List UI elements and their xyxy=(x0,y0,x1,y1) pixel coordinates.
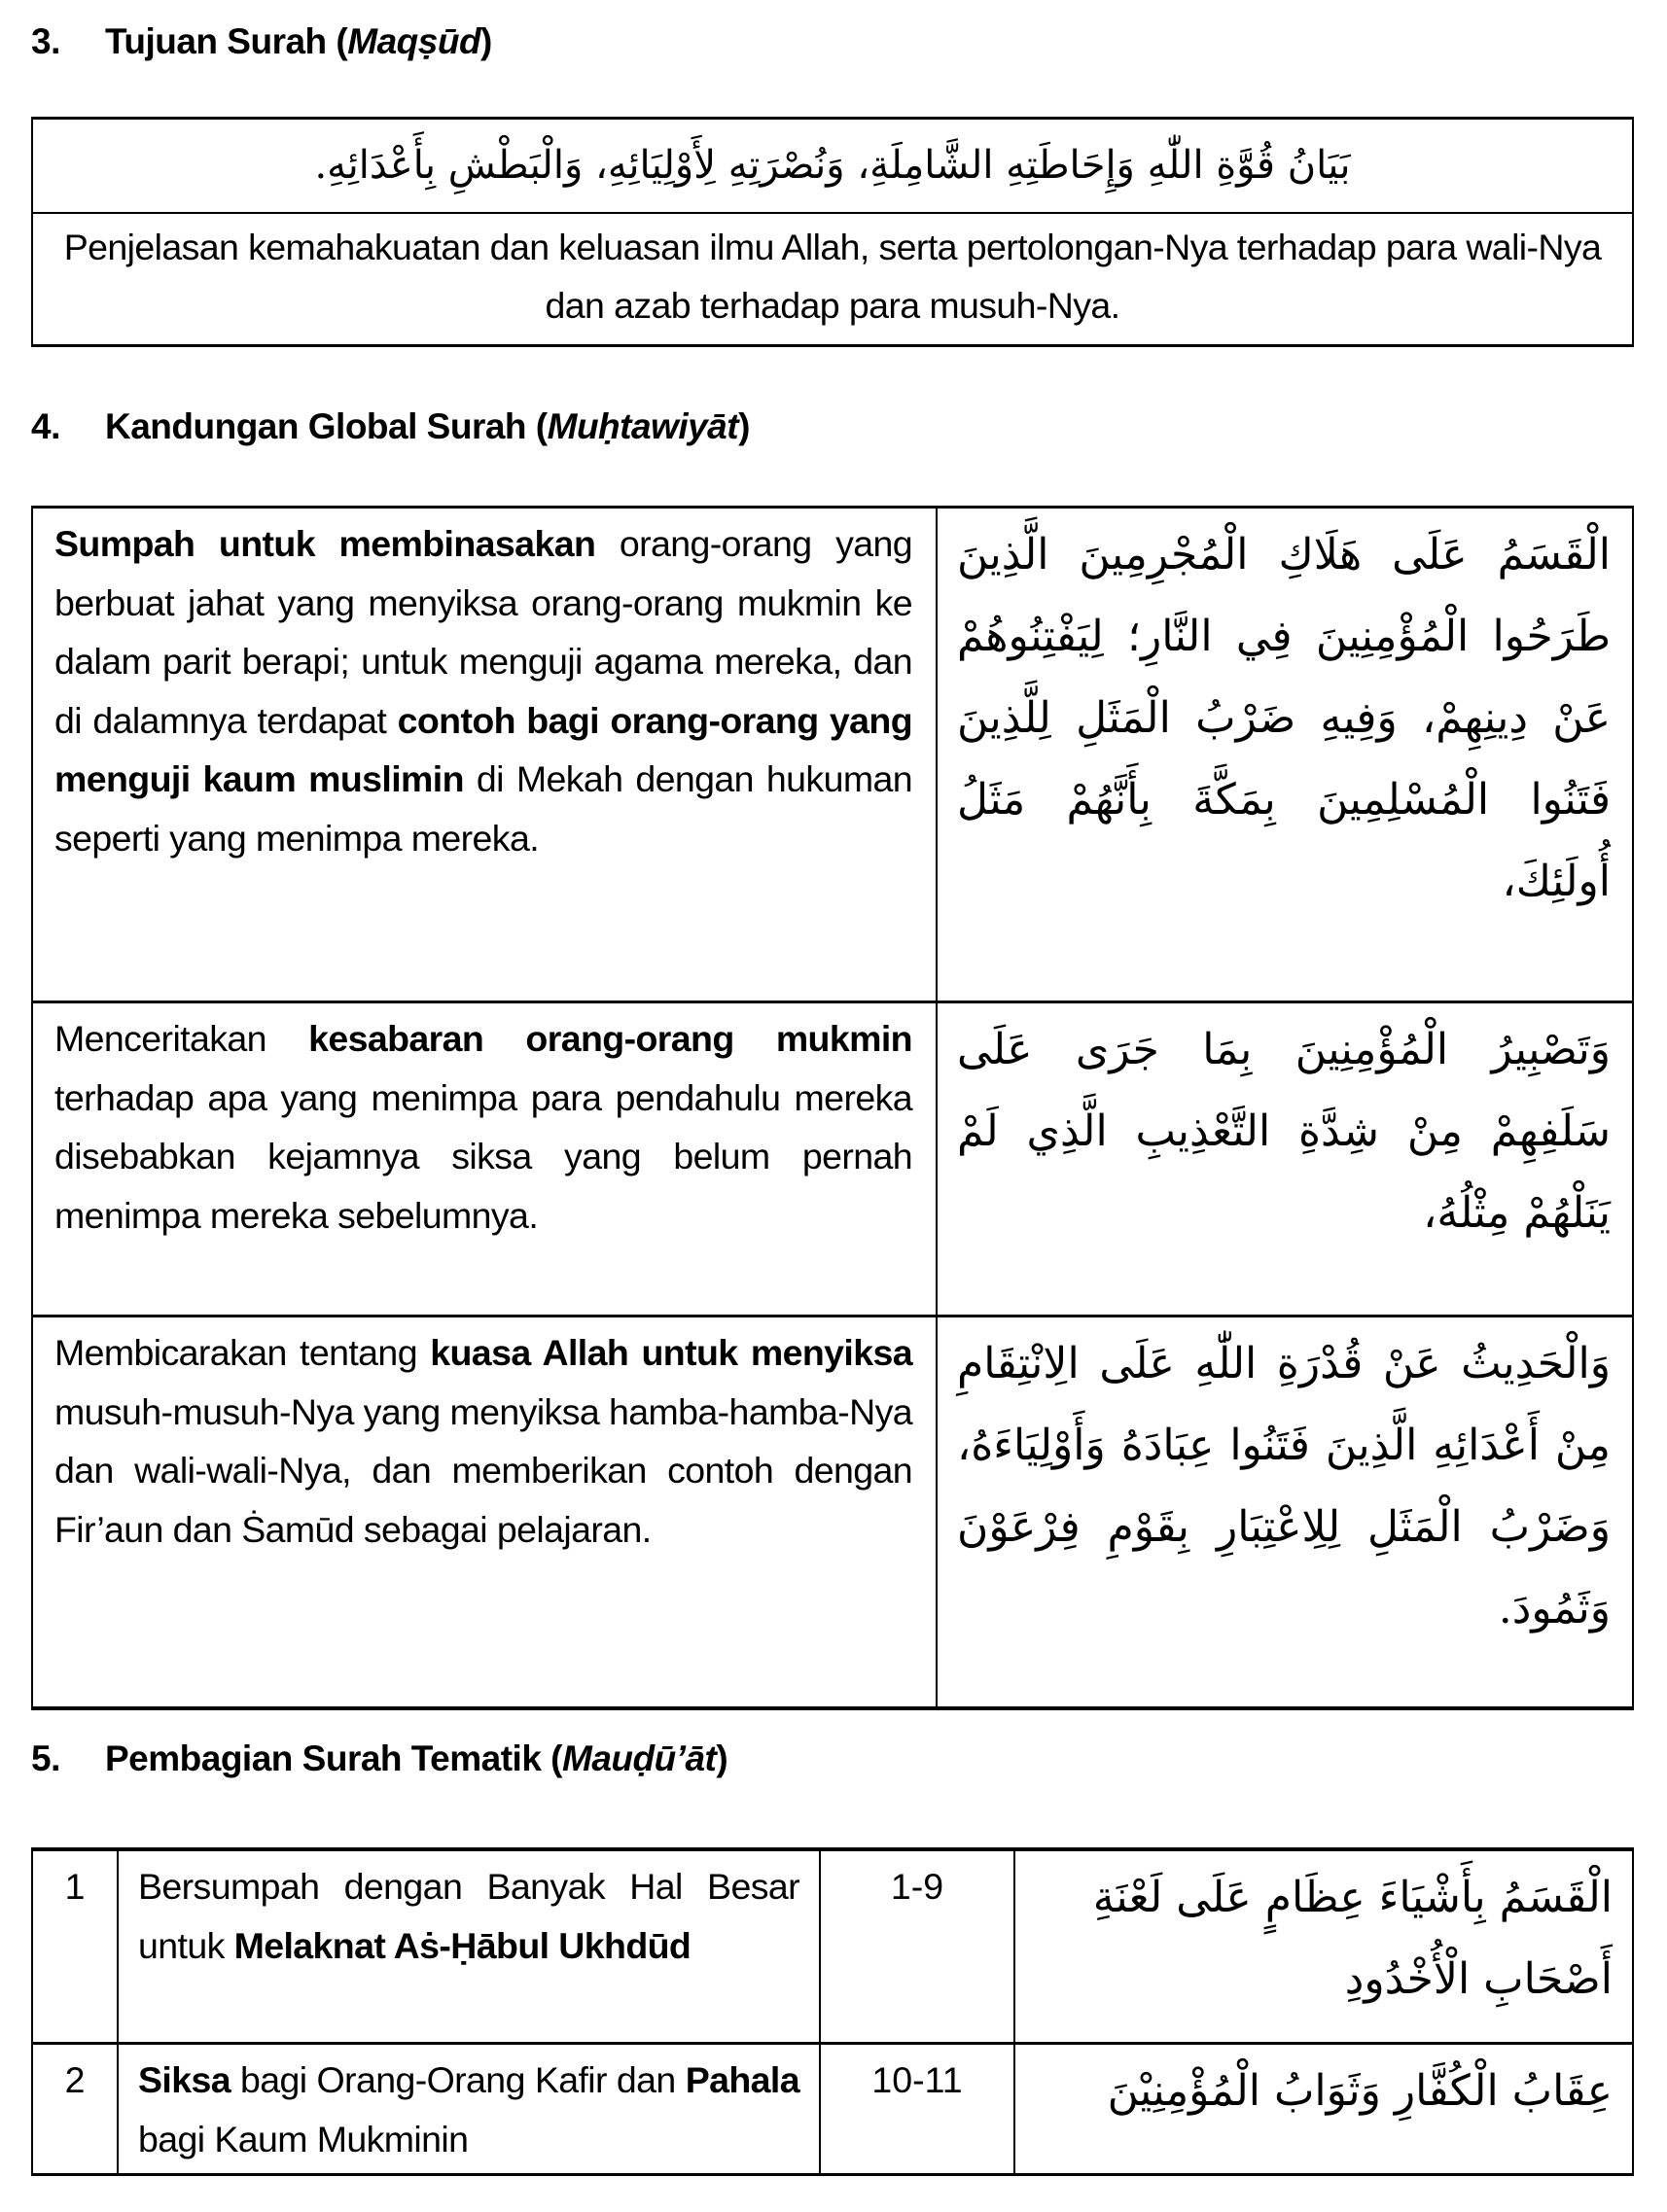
emphasis-text: Pahala xyxy=(685,2059,799,2100)
theme-title xyxy=(118,2044,820,2175)
content-description xyxy=(32,1317,937,1709)
section-title-term: Maqṣūd xyxy=(347,21,481,61)
table-row xyxy=(32,2044,1633,2175)
section-number: 5. xyxy=(31,1738,60,1778)
section-title: Tujuan Surah ( xyxy=(105,21,348,61)
section-title-term: Mauḍū’āt xyxy=(562,1738,717,1778)
theme-arabic: عِقَابُ الْكُفَّارِ وَثَوَابُ الْمُؤْمِنِيْنَ xyxy=(1014,2044,1633,2175)
section-number: 4. xyxy=(31,406,60,446)
ayat-range: 10-11 xyxy=(820,2044,1014,2175)
emphasis-text: kesabaran orang-orang mukmin xyxy=(308,1018,912,1059)
emphasis-text: contoh bagi orang-orang yang menguji kaum muslimin xyxy=(54,699,912,799)
maqsud-table xyxy=(31,117,1634,347)
ayat-range: 1-9 xyxy=(820,1849,1014,2044)
section-title-close: ) xyxy=(716,1738,728,1778)
body-text: Menceritakan xyxy=(54,1018,309,1059)
section-4-heading xyxy=(31,408,750,444)
muhtawiyat-table xyxy=(31,506,1634,1710)
table-row xyxy=(32,508,1633,1002)
body-text: musuh-musuh-Nya yang menyiksa hamba-hamba-Nya dan wali-wali-Nya, dan memberikan contoh dengan Fir’aun dan Ṡamūd sebagai pelajaran. xyxy=(54,1390,912,1550)
section-title-term: Muḥtawiyāt xyxy=(547,406,739,446)
body-text: Membicarakan tentang xyxy=(54,1332,431,1373)
body-text: bagi Kaum Mukminin xyxy=(138,2118,469,2159)
table-row xyxy=(32,1849,1633,2044)
content-description xyxy=(32,1002,937,1317)
maqsud-translation: Penjelasan kemahakuatan dan keluasan ilmu Allah, serta pertolongan-Nya terhadap para wali-Nya dan azab terhadap para musuh-Nya. xyxy=(32,213,1633,346)
body-text: terhadap apa yang menimpa para pendahulu mereka disebabkan kejamnya siksa yang belum pernah menimpa mereka sebelumnya. xyxy=(54,1076,912,1236)
emphasis-text: Melaknat Aṡ-Ḥābul Ukhdūd xyxy=(233,1924,692,1966)
maudhuat-table xyxy=(31,1847,1634,2176)
maqsud-arabic: بَيَانُ قُوَّةِ اللّٰهِ وَإِحَاطَتِهِ الشَّامِلَةِ، وَنُصْرَتِهِ لِأَوْلِيَائِهِ، وَالْبَطْشِ بِأَعْدَائِهِ. xyxy=(32,119,1633,214)
content-arabic: وَتَصْبِيرُ الْمُؤْمِنِينَ بِمَا جَرَى عَلَى سَلَفِهِمْ مِنْ شِدَّةِ التَّعْذِيبِ الَّذِي لَمْ يَنَلْهُمْ مِثْلُهُ، xyxy=(937,1002,1633,1317)
emphasis-text: Siksa xyxy=(138,2059,231,2100)
section-title-close: ) xyxy=(480,21,492,61)
body-text: di Mekah dengan hukuman seperti yang menimpa mereka. xyxy=(54,758,912,859)
section-5-heading xyxy=(31,1740,727,1776)
content-description xyxy=(32,508,937,1002)
table-row xyxy=(32,213,1633,346)
theme-arabic: الْقَسَمُ بِأَشْيَاءَ عِظَامٍ عَلَى لَعْنَةِ أَصْحَابِ الْأُخْدُودِ xyxy=(1014,1849,1633,2044)
theme-number: 1 xyxy=(32,1849,118,2044)
section-number: 3. xyxy=(31,21,60,61)
content-arabic: وَالْحَدِيثُ عَنْ قُدْرَةِ اللّٰهِ عَلَى الِانْتِقَامِ مِنْ أَعْدَائِهِ الَّذِينَ فَتَنُوا عِبَادَهُ وَأَوْلِيَاءَهُ، وَضَرْبُ الْمَثَلِ لِلِاعْتِبَارِ بِقَوْمِ فِرْعَوْنَ وَثَمُودَ. xyxy=(937,1317,1633,1709)
table-row xyxy=(32,1317,1633,1709)
section-title-close: ) xyxy=(738,406,750,446)
emphasis-text: Sumpah untuk membinasakan xyxy=(54,523,596,564)
table-row xyxy=(32,119,1633,214)
theme-number: 2 xyxy=(32,2044,118,2175)
content-arabic: الْقَسَمُ عَلَى هَلَاكِ الْمُجْرِمِينَ الَّذِينَ طَرَحُوا الْمُؤْمِنِينَ فِي النَّارِ؛ لِيَفْتِنُوهُمْ عَنْ دِينِهِمْ، وَفِيهِ ضَرْبُ الْمَثَلِ لِلَّذِينَ فَتَنُوا الْمُسْلِمِينَ بِمَكَّةَ بِأَنَّهُمْ مَثَلُ أُولَئِكَ، xyxy=(937,508,1633,1002)
emphasis-text: kuasa Allah untuk menyiksa xyxy=(430,1332,912,1373)
section-title: Kandungan Global Surah ( xyxy=(105,406,548,446)
body-text: bagi Orang-Orang Kafir dan xyxy=(231,2059,686,2100)
body-text: orang-orang yang berbuat jahat yang menyiksa orang-orang mukmin ke dalam parit berapi; untuk menguji agama mereka, dan di dalamnya terdapat xyxy=(54,523,912,741)
section-title: Pembagian Surah Tematik ( xyxy=(105,1738,562,1778)
section-3-heading xyxy=(31,23,492,59)
body-text: Bersumpah dengan Banyak Hal Besar untuk xyxy=(138,1866,799,1966)
table-row xyxy=(32,1002,1633,1317)
theme-title xyxy=(118,1849,820,2044)
